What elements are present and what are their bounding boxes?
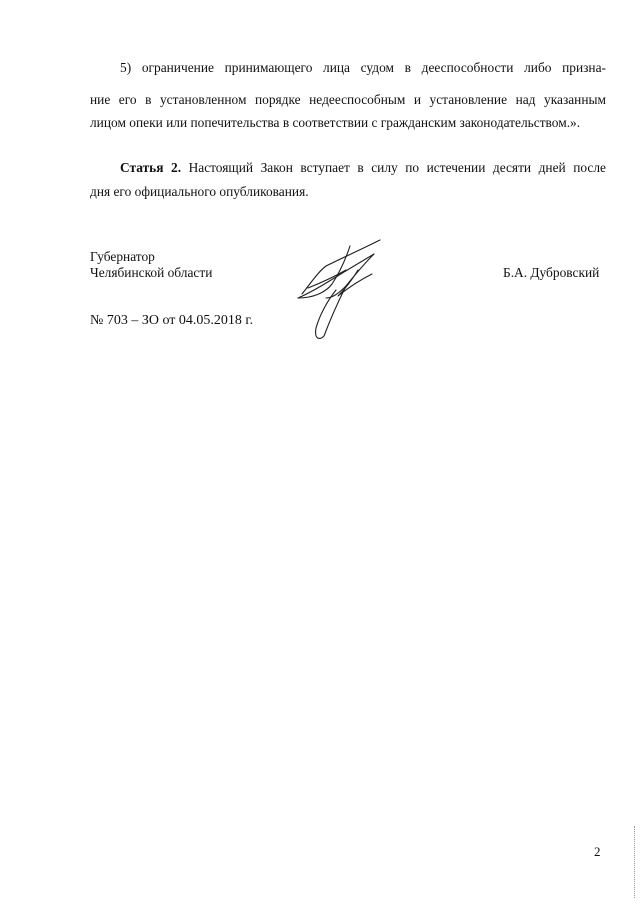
signer-position-line-2: Челябинской области <box>90 265 213 280</box>
article-2-text: Настоящий Закон вступает в силу по истечении десяти дней после <box>188 160 606 175</box>
clause-5-line-2: ние его в установленном порядке недееспособным и установление над указанным <box>90 92 606 107</box>
signer-position-line-1: Губернатор <box>90 249 155 264</box>
clause-5-line-3: лицом опеки или попечительства в соответствии с гражданским законодательством.». <box>90 115 581 130</box>
clause-5-line-1: 5) ограничение принимающего лица судом в дееспособности либо призна- <box>120 60 606 75</box>
scan-edge-mark <box>634 826 636 898</box>
page-number: 2 <box>594 844 601 859</box>
handwritten-signature <box>288 232 392 344</box>
signer-name: Б.А. Дубровский <box>503 265 600 280</box>
article-2-title: Статья 2. <box>120 160 182 175</box>
article-2-line-2: дня его официального опубликования. <box>90 184 309 199</box>
article-2-line-1 <box>120 159 606 176</box>
law-reference: № 703 – ЗО от 04.05.2018 г. <box>90 313 254 328</box>
